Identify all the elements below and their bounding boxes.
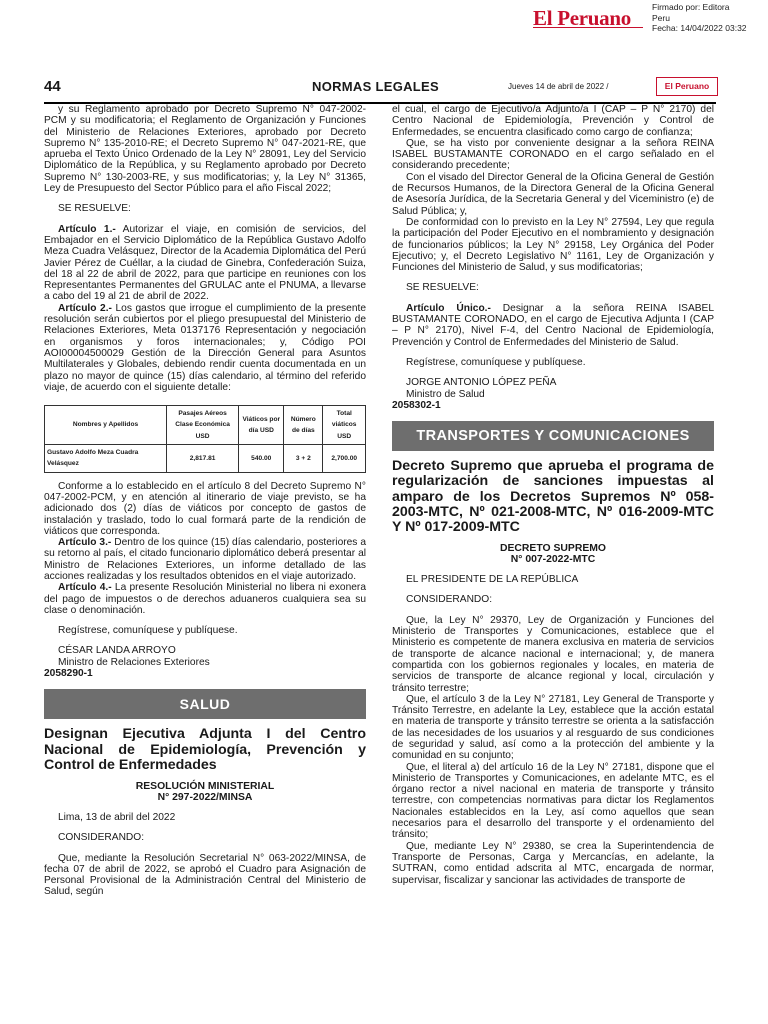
table-cell: 540.00 — [239, 445, 284, 473]
paragraph: Que, se ha visto por conveniente designar a la señora REINA ISABEL BUSTAMANTE CORONADO en el cargo señalado en el considerando precedente; — [392, 137, 714, 172]
issue-date: Jueves 14 de abril de 2022 / — [508, 82, 609, 91]
table-cell: 3 + 2 — [284, 445, 323, 473]
paragraph: De conformidad con lo previsto en la Ley N° 27594, Ley que regula la participación del Poder Ejecutivo en el nombramiento y designación de funcionarios públicos; la Ley N° 29158, Ley Orgánica del Poder Ejecutivo; y, el Decreto Legislativo N° 1161, Ley de Organización y Funciones del Ministerio de Salud, y sus modificatorias; — [392, 216, 714, 274]
article-label: Artículo 3.- — [58, 537, 112, 549]
reference-number: 2058290-1 — [44, 668, 93, 680]
article-label: Artículo Único.- — [406, 302, 491, 314]
decree-heading — [392, 543, 714, 565]
signer-name: CÉSAR LANDA ARROYO — [58, 645, 176, 657]
table-cell: Gustavo Adolfo Meza Cuadra Velásquez — [45, 445, 167, 473]
paragraph: Que, la Ley N° 29370, Ley de Organización y Funciones del Ministerio de Transportes y Comunicaciones, establece que el Ministerio es competente de manera exclusiva en materia de servicios de transporte de alcance nacional e internacional; y, de manera compartida con los gobiernos regionales y locales, en materia de servicios de transporte de alcance regional y local, circulación y tránsito terrestre; — [392, 614, 714, 694]
section-banner-transportes: TRANSPORTES Y COMUNICACIONES — [392, 421, 714, 451]
masthead — [0, 0, 768, 34]
article-label: Artículo 2.- — [58, 302, 112, 314]
table-cell: 2,817.81 — [166, 445, 238, 473]
signer-title: Ministro de Relaciones Exteriores — [58, 656, 210, 668]
considerando: CONSIDERANDO: — [58, 832, 145, 844]
article-label: Artículo 4.- — [58, 582, 112, 594]
document-title: Designan Ejecutiva Adjunta I del Centro Nacional de Epidemiología, Prevención y Control de Enfermedades — [44, 726, 366, 773]
page-number: 44 — [44, 78, 61, 95]
signature-line: Fecha: 14/04/2022 03:32 — [652, 23, 747, 33]
closing-formula: Regístrese, comuníquese y publíquese. — [406, 356, 586, 368]
signer-title: Ministro de Salud — [406, 388, 485, 400]
table-header-row — [45, 406, 366, 445]
article-label: Artículo 1.- — [58, 223, 116, 235]
paragraph: el cual, el cargo de Ejecutivo/a Adjunto/a I (CAP – P N° 2170) del Centro Nacional de Epidemiología, Prevención y Control de Enfermedades, se encuentra clasificado como cargo de confianza; — [392, 104, 714, 138]
resolution-type: RESOLUCIÓN MINISTERIAL — [135, 780, 275, 792]
date-line: Lima, 13 de abril del 2022 — [58, 811, 176, 823]
se-resuelve: SE RESUELVE: — [406, 282, 479, 294]
decree-number: N° 007-2022-MTC — [510, 554, 596, 566]
paragraph: Que, el literal a) del artículo 16 de la Ley N° 27181, dispone que el Ministerio de Transportes y Comunicaciones, en adelante MTC, es el órgano rector a nivel nacional en materia de transporte y tránsito terrestre, con competencias normativas para dictar los Reglamentos Nacionales establecidos en la Ley, así como aquellos que sean necesarios para el desarrollo del transporte y el ordenamiento del tránsito; — [392, 761, 714, 841]
table-header: Total viáticos USD — [323, 406, 366, 445]
article-text: Designar a la señora REINA ISABEL BUSTAMANTE CORONADO, en el cargo de Ejecutiva Adjunta I (CAP – P N° 2170), Nivel F-4, del Centro Nacional de Epidemiología, Prevención y Control de Enfermedades del Ministerio de Salud. — [392, 302, 714, 348]
article-2 — [44, 303, 366, 393]
article-text: La presente Resolución Ministerial no libera ni exonera del pago de impuestos o de derechos aduaneros cualquiera sea su clase o denominación. — [44, 582, 366, 616]
paragraph: Que, el artículo 3 de la Ley N° 27181, Ley General de Transporte y Tránsito Terrestre, en adelante la Ley, establece que la acción estatal en materia de transporte y tránsito terrestre se orienta a la satisfacción de las necesidades de los usuarios y al resguardo de sus condiciones de seguridad y salud, así como a la protección del ambiente y la comunidad en su conjunto; — [392, 693, 714, 762]
paragraph: Que, mediante Ley N° 29380, se crea la Superintendencia de Transporte de Personas, Carga y Mercancías, en adelante, la SUTRAN, como entidad adscrita al MTC, encargada de normar, supervisar, fiscalizar y sancionar las actividades de transporte de — [392, 840, 714, 886]
paragraph: Conforme a lo establecido en el artículo 8 del Decreto Supremo N° 047-2002-PCM, y en atención al itinerario de viaje previsto, se ha adicionado dos (2) días de viáticos por concepto de gastos de instalación y traslado, todo lo cual formará parte de la rendición de viáticos que corresponda. — [44, 480, 366, 537]
travel-expense-table — [44, 405, 366, 472]
article-3 — [44, 537, 366, 582]
table-header: Número de días — [284, 406, 323, 445]
article-text: Dentro de los quince (15) días calendario, posteriores a su retorno al país, el citado funcionario diplomático deberá presentar al Ministro de Relaciones Exteriores, un informe detallado de las acciones realizadas y los resultados obtenidos en el viaje autorizado. — [44, 537, 366, 582]
table-cell: 2,700.00 — [323, 445, 366, 473]
decree-type: DECRETO SUPREMO — [499, 543, 607, 555]
left-column — [44, 104, 366, 898]
document-title: Decreto Supremo que aprueba el programa de regularización de sanciones impuestas al amparo de los Decretos Supremos Nº 058-2003-MTC, Nº 021-2008-MTC, Nº 016-2009-MTC Y Nº 017-2009-MTC — [392, 458, 714, 535]
reference-number: 2058302-1 — [392, 399, 441, 411]
signature-line: Peru — [652, 12, 670, 23]
table-header: Pasajes Aéreos Clase Económica USD — [166, 406, 238, 445]
table-header: Nombres y Apellidos — [45, 406, 167, 445]
resolution-heading — [44, 781, 366, 803]
el-peruano-logo: El Peruano — [533, 6, 631, 30]
page-header — [44, 74, 716, 104]
paragraph: Con el visado del Director General de la Oficina General de Gestión de Recursos Humanos, de la Directora General de la Oficina General de Asesoría Jurídica, de la Secretaria General y del Viceministro (e) de Salud Pública; y, — [392, 171, 714, 217]
right-column — [392, 104, 714, 886]
resolution-number: N° 297-2022/MINSA — [157, 791, 253, 803]
se-resuelve: SE RESUELVE: — [58, 203, 131, 215]
article-unico — [392, 303, 714, 348]
section-title: NORMAS LEGALES — [312, 79, 439, 94]
signature-line: Firmado por: Editora — [652, 2, 730, 12]
logo-underline — [533, 27, 643, 31]
brand-badge: El Peruano — [656, 77, 718, 96]
considerando: CONSIDERANDO: — [406, 594, 493, 606]
article-text: Los gastos que irrogue el cumplimiento de la presente resolución serán cubiertos por el pliego presupuestal del Ministerio de Relaciones Exteriores, Meta 0137176 Representación y negociación en organismos y foros internacionales; y, Código POI AOI00004500029 Gestión de la Dirección General para Asuntos Multilaterales y Globales, debiendo rendir cuenta documentada en un plazo no mayor de quince (15) días calendario, al término del referido viaje, de acuerdo con el siguiente detalle: — [44, 302, 366, 393]
article-text: Autorizar el viaje, en comisión de servicios, del Embajador en el Servicio Diplomático de la República Gustavo Adolfo Meza Cuadra Velásquez, Director de la Academia Diplomática del Perú Javier Pérez de Cuéllar, a la ciudad de Ginebra, Confederación Suiza, del 18 al 22 de abril de 2022, para que participe en reuniones con los Representantes Permanentes del GRULAC ante el PNUMA, a llevarse a cabo del 19 al 21 de abril de 2022. — [44, 223, 366, 303]
table-header: Viáticos por día USD — [239, 406, 284, 445]
closing-formula: Regístrese, comuníquese y publíquese. — [58, 625, 238, 637]
paragraph: Que, mediante la Resolución Secretarial N° 063-2022/MINSA, de fecha 07 de abril de 2022, se aprobó el Cuadro para Asignación de Personal Provisional de la Administración Central del Ministerio de Salud, según — [44, 852, 366, 898]
signer-name: JORGE ANTONIO LÓPEZ PEÑA — [406, 377, 557, 389]
digital-signature — [652, 2, 747, 34]
paragraph: y su Reglamento aprobado por Decreto Supremo N° 047-2002-PCM y su modificatoria; el Reglamento de Organización y Funciones del Ministerio de Relaciones Exteriores, aprobado por Decreto Supremo N° 135-2010-RE; el Decreto Supremo N° 047-2021-RE, que aprueba el Texto Único Ordenado de la Ley N° 28091, Ley del Servicio Diplomático de la República, y su Reglamento aprobado por Decreto Supremo N° 130-2003-RE, y sus modificatorias; y, la Ley N° 31365, Ley de Presupuesto del Sector Público para el año Fiscal 2022; — [44, 104, 366, 195]
article-1 — [44, 224, 366, 303]
presidente-line: EL PRESIDENTE DE LA REPÚBLICA — [406, 574, 579, 586]
article-4 — [44, 582, 366, 616]
table-row — [45, 445, 366, 473]
section-banner-salud: SALUD — [44, 689, 366, 719]
